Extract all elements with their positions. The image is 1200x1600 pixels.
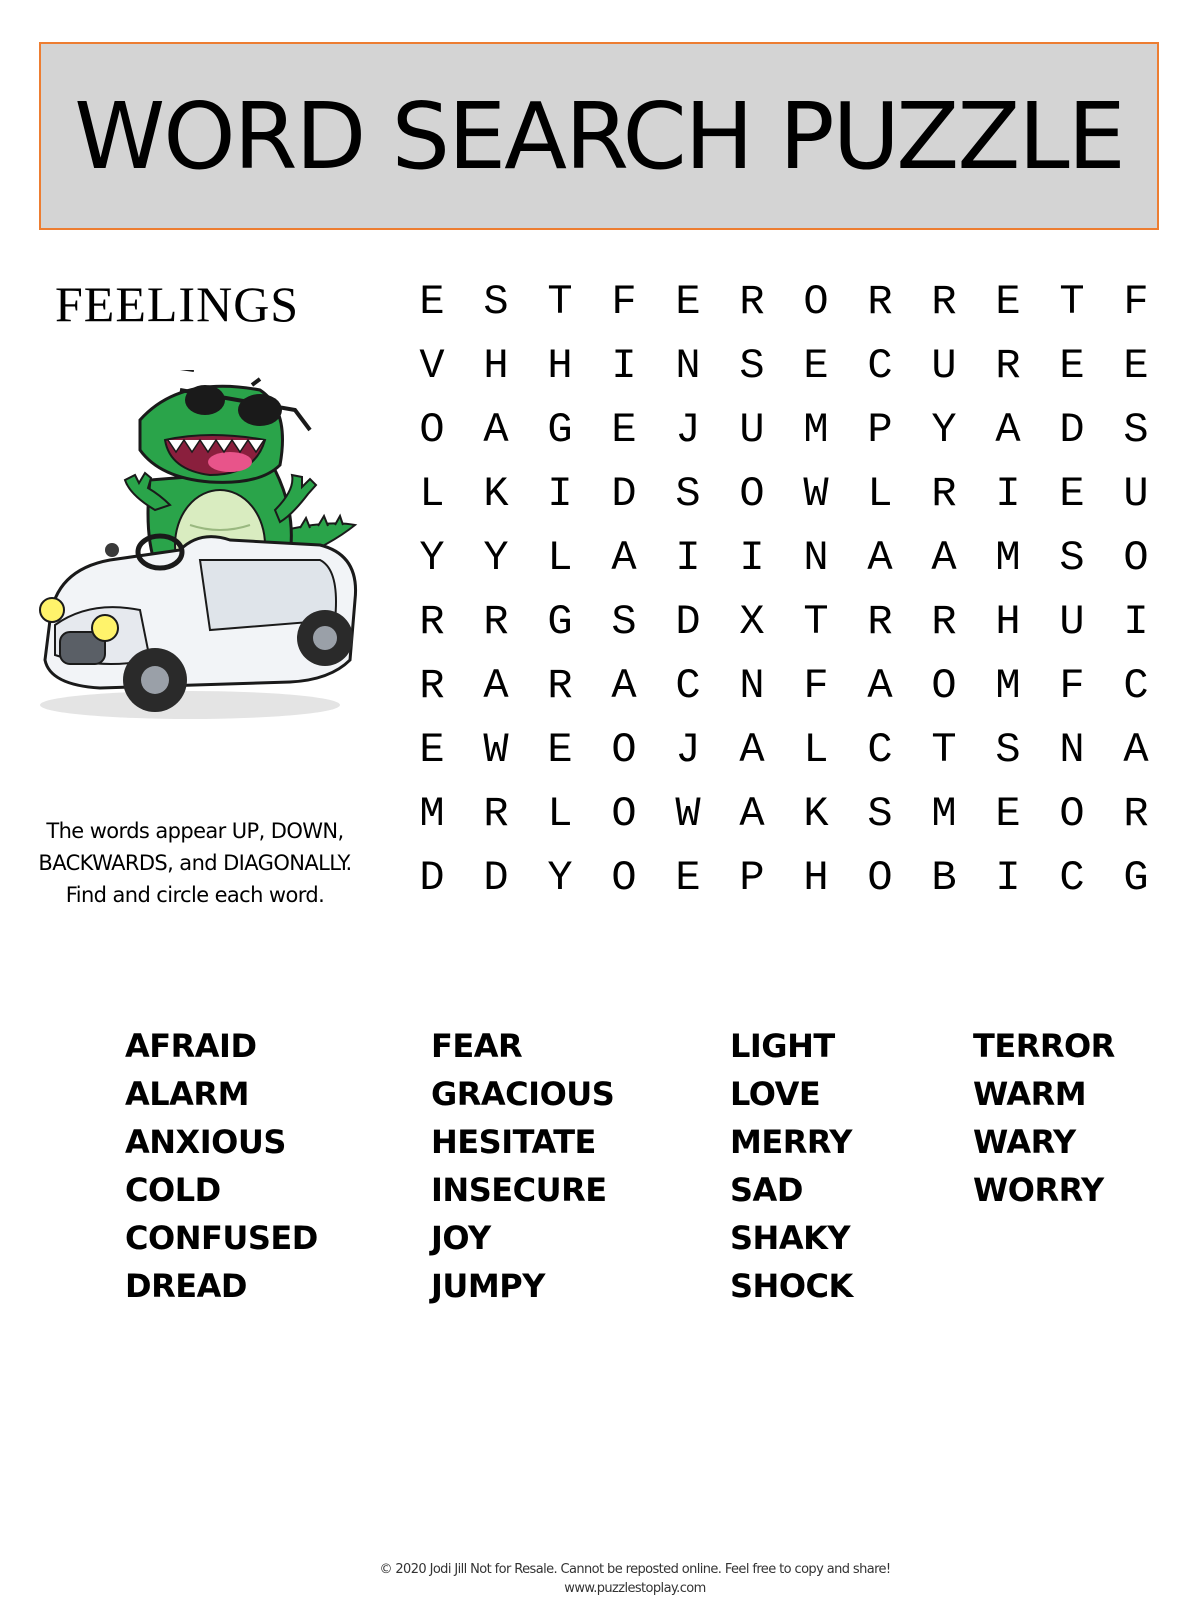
word-item: SHAKY	[730, 1219, 851, 1257]
grid-cell: T	[547, 278, 573, 326]
instructions	[10, 815, 380, 911]
instructions-line: Find and circle each word.	[65, 883, 325, 907]
grid-cell: O	[931, 662, 957, 710]
grid-cell: E	[419, 726, 445, 774]
grid-cell: Y	[547, 854, 573, 902]
grid-cell: U	[931, 342, 957, 390]
word-item: JUMPY	[431, 1267, 545, 1305]
grid-cell: T	[1059, 278, 1085, 326]
grid-cell: O	[739, 470, 765, 518]
word-item: INSECURE	[431, 1171, 607, 1209]
grid-cell: C	[867, 342, 893, 390]
website-text: www.puzzlestoplay.com	[564, 1581, 706, 1596]
grid-cell: E	[1059, 470, 1085, 518]
page-title: WORD SEARCH PUZZLE	[74, 82, 1124, 190]
grid-cell: V	[419, 342, 445, 390]
word-item: HESITATE	[431, 1123, 596, 1161]
grid-cell: H	[547, 342, 573, 390]
word-item: ANXIOUS	[125, 1123, 286, 1161]
grid-cell: F	[1059, 662, 1085, 710]
grid-cell: M	[995, 534, 1021, 582]
grid-cell: E	[995, 278, 1021, 326]
word-item: JOY	[431, 1219, 491, 1257]
grid-cell: B	[931, 854, 957, 902]
grid-cell: Y	[931, 406, 957, 454]
grid-cell: D	[419, 854, 445, 902]
grid-cell: S	[611, 598, 637, 646]
word-item: LIGHT	[730, 1027, 835, 1065]
grid-cell: I	[675, 534, 701, 582]
grid-cell: E	[995, 790, 1021, 838]
grid-cell: D	[611, 470, 637, 518]
grid-cell: I	[1123, 598, 1149, 646]
grid-cell: O	[611, 790, 637, 838]
grid-cell: A	[1123, 726, 1149, 774]
grid-cell: I	[739, 534, 765, 582]
grid-cell: N	[675, 342, 701, 390]
grid-cell: R	[739, 278, 765, 326]
grid-cell: E	[611, 406, 637, 454]
grid-cell: H	[803, 854, 829, 902]
grid-cell: R	[547, 662, 573, 710]
grid-cell: F	[611, 278, 637, 326]
grid-cell: P	[739, 854, 765, 902]
grid-cell: R	[931, 470, 957, 518]
grid-cell: C	[867, 726, 893, 774]
grid-cell: I	[995, 470, 1021, 518]
grid-cell: O	[419, 406, 445, 454]
grid-cell: W	[803, 470, 829, 518]
grid-cell: F	[803, 662, 829, 710]
grid-cell: L	[803, 726, 829, 774]
word-item: DREAD	[125, 1267, 247, 1305]
grid-cell: K	[483, 470, 509, 518]
grid-cell: S	[483, 278, 509, 326]
grid-cell: S	[1123, 406, 1149, 454]
word-item: WARM	[973, 1075, 1087, 1113]
grid-cell: R	[419, 598, 445, 646]
word-item: MERRY	[730, 1123, 852, 1161]
grid-cell: T	[931, 726, 957, 774]
topic-title: FEELINGS	[55, 276, 300, 332]
grid-cell: Y	[483, 534, 509, 582]
grid-cell: O	[867, 854, 893, 902]
grid-cell: R	[867, 278, 893, 326]
word-item: TERROR	[973, 1027, 1115, 1065]
grid-cell: G	[547, 598, 573, 646]
word-item: CONFUSED	[125, 1219, 318, 1257]
grid-cell: D	[675, 598, 701, 646]
title-banner	[39, 42, 1159, 230]
grid-cell: J	[675, 406, 701, 454]
grid-cell: R	[419, 662, 445, 710]
instructions-line: The words appear UP, DOWN,	[46, 819, 344, 843]
grid-cell: U	[1059, 598, 1085, 646]
word-column	[730, 1022, 853, 1310]
grid-cell: N	[739, 662, 765, 710]
grid-cell: A	[995, 406, 1021, 454]
grid-cell: O	[611, 854, 637, 902]
word-column	[125, 1022, 318, 1310]
word-item: COLD	[125, 1171, 221, 1209]
word-item: WORRY	[973, 1171, 1104, 1209]
grid-cell: L	[867, 470, 893, 518]
grid-cell: Y	[419, 534, 445, 582]
grid-cell: O	[803, 278, 829, 326]
grid-cell: N	[803, 534, 829, 582]
grid-cell: E	[803, 342, 829, 390]
grid-cell: A	[483, 406, 509, 454]
grid-cell: N	[1059, 726, 1085, 774]
grid-cell: K	[803, 790, 829, 838]
grid-cell: R	[995, 342, 1021, 390]
grid-cell: R	[483, 790, 509, 838]
grid-cell: C	[675, 662, 701, 710]
grid-cell: I	[547, 470, 573, 518]
grid-cell: J	[675, 726, 701, 774]
grid-cell: R	[931, 278, 957, 326]
grid-cell: E	[675, 278, 701, 326]
grid-cell: D	[483, 854, 509, 902]
grid-cell: S	[675, 470, 701, 518]
word-item: ALARM	[125, 1075, 249, 1113]
word-item: WARY	[973, 1123, 1076, 1161]
grid-cell: D	[1059, 406, 1085, 454]
grid-cell: O	[1123, 534, 1149, 582]
grid-cell: L	[547, 790, 573, 838]
grid-cell: S	[739, 342, 765, 390]
grid-cell: A	[867, 534, 893, 582]
word-item: LOVE	[730, 1075, 821, 1113]
grid-cell: H	[483, 342, 509, 390]
grid-cell: A	[867, 662, 893, 710]
word-item: SAD	[730, 1171, 803, 1209]
grid-cell: R	[867, 598, 893, 646]
grid-cell: C	[1059, 854, 1085, 902]
instructions-line: BACKWARDS, and DIAGONALLY.	[38, 851, 352, 875]
grid-cell: U	[1123, 470, 1149, 518]
grid-cell: E	[419, 278, 445, 326]
word-column	[973, 1022, 1115, 1214]
grid-cell: I	[611, 342, 637, 390]
grid-cell: A	[483, 662, 509, 710]
copyright-text: © 2020 Jodi Jill Not for Resale. Cannot be reposted online. Feel free to copy and share!	[379, 1562, 891, 1577]
grid-cell: A	[739, 790, 765, 838]
grid-cell: W	[675, 790, 701, 838]
grid-cell: X	[739, 598, 765, 646]
grid-cell: E	[675, 854, 701, 902]
grid-cell: L	[547, 534, 573, 582]
grid-cell: T	[803, 598, 829, 646]
grid-cell: R	[931, 598, 957, 646]
grid-cell: G	[547, 406, 573, 454]
grid-cell: O	[611, 726, 637, 774]
grid-cell: E	[1123, 342, 1149, 390]
grid-cell: M	[803, 406, 829, 454]
grid-cell: S	[995, 726, 1021, 774]
grid-cell: A	[931, 534, 957, 582]
grid-cell: A	[739, 726, 765, 774]
grid-cell: E	[547, 726, 573, 774]
grid-cell: I	[995, 854, 1021, 902]
grid-cell: F	[1123, 278, 1149, 326]
grid-cell: E	[1059, 342, 1085, 390]
grid-cell: H	[995, 598, 1021, 646]
grid-cell: R	[483, 598, 509, 646]
grid-cell: G	[1123, 854, 1149, 902]
dinosaur-car-icon	[30, 370, 370, 740]
grid-cell: S	[1059, 534, 1085, 582]
word-item: AFRAID	[125, 1027, 257, 1065]
grid-cell: U	[739, 406, 765, 454]
grid-cell: W	[483, 726, 509, 774]
letter-grid	[400, 270, 1180, 910]
grid-cell: L	[419, 470, 445, 518]
grid-cell: A	[611, 534, 637, 582]
grid-cell: A	[611, 662, 637, 710]
grid-cell: M	[931, 790, 957, 838]
grid-cell: P	[867, 406, 893, 454]
grid-cell: M	[995, 662, 1021, 710]
grid-cell: R	[1123, 790, 1149, 838]
grid-cell: S	[867, 790, 893, 838]
word-item: GRACIOUS	[431, 1075, 615, 1113]
grid-cell: O	[1059, 790, 1085, 838]
word-item: SHOCK	[730, 1267, 853, 1305]
grid-cell: C	[1123, 662, 1149, 710]
word-column	[431, 1022, 614, 1310]
footer	[0, 1560, 1200, 1598]
grid-cell: M	[419, 790, 445, 838]
word-item: FEAR	[431, 1027, 523, 1065]
